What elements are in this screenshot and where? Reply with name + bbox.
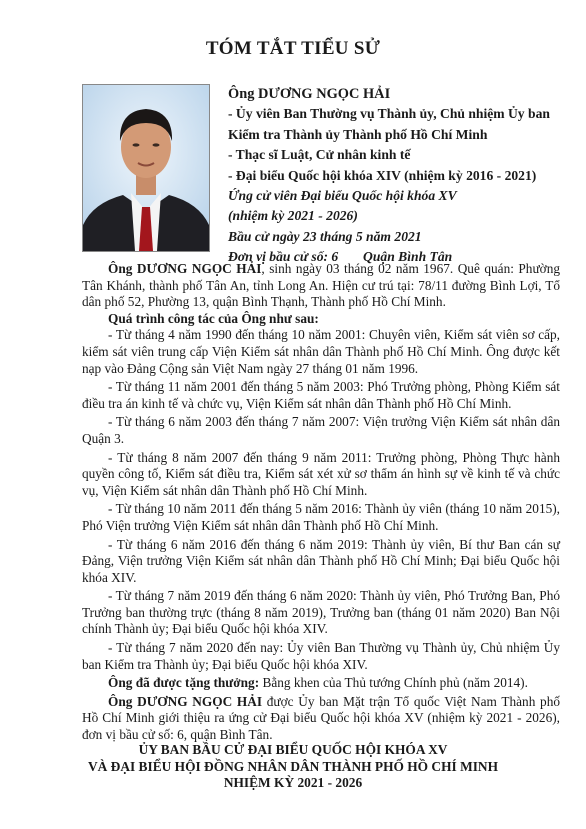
footer-line-3: NHIỆM KỲ 2021 - 2026 (223, 775, 363, 790)
candidate-name: Ông DƯƠNG NGỌC HẢI (228, 86, 391, 102)
career-item: - Từ tháng 4 năm 1990 đến tháng 10 năm 2001: Chuyên viên, Kiểm sát viên sơ cấp, kiểm sát viên trung cấp Viện Kiểm sát nhân dân Thành phố Hồ Chí Minh. Ông được kết nạp vào Đảng Cộng sản Việt Nam ngày 27 tháng 01 năm 1996. (82, 327, 560, 376)
career-item: - Từ tháng 10 năm 2011 đến tháng 5 năm 2016: Thành ủy viên (tháng 10 năm 2015), Phó Viện trưởng Viện Kiểm sát nhân dân Thành phố Hồ Chí Minh. (82, 501, 560, 533)
intro-name: Ông DƯƠNG NGỌC HẢI (108, 261, 262, 276)
awards-label: Ông đã được tặng thưởng: (108, 675, 260, 691)
document-title: TÓM TẮT TIỂU SỬ (205, 38, 381, 59)
career-item: - Từ tháng 7 năm 2019 đến tháng 6 năm 2020: Thành ủy viên, Phó Trưởng Ban, Phó Trưởng ban thường trực (tháng 8 năm 2019), Trưởng ban (tháng 01 năm 2020) Ban Nội chính Thành ủy; Đại biểu Quốc hội khóa XIV. (82, 588, 560, 637)
candidacy-line: Ứng cử viên Đại biểu Quốc hội khóa XV (228, 188, 457, 204)
intro-paragraph (82, 261, 560, 311)
career-item: - Từ tháng 8 năm 2007 đến tháng 9 năm 2011: Trưởng phòng, Phòng Thực hành quyền công tố, Kiểm sát điều tra, Kiểm sát xét xử sơ thẩm án hình sự về kinh tế và chức vụ, Viện Kiểm sát nhân dân Thành phố Hồ Chí Minh. (82, 449, 560, 498)
issuing-authority (0, 742, 586, 792)
biography-body (82, 261, 560, 744)
nomination-paragraph (82, 694, 560, 744)
position-line-2: Kiểm tra Thành ủy Thành phố Hồ Chí Minh (228, 126, 488, 142)
nomination-name: Ông DƯƠNG NGỌC HẢI (108, 693, 263, 709)
career-item: - Từ tháng 11 năm 2001 đến tháng 5 năm 2003: Phó Trưởng phòng, Phòng Kiểm sát điều tra án kinh tế và chức vụ, Viện Kiểm sát nhân dân Thành phố Hồ Chí Minh. (82, 379, 560, 411)
awards-paragraph (82, 675, 560, 692)
qualification-line: - Thạc sĩ Luật, Cử nhân kinh tế (228, 147, 411, 163)
unit-area: Quận Bình Tân (363, 249, 453, 265)
awards-text: Bằng khen của Thủ tướng Chính phủ (năm 2014). (259, 675, 528, 691)
unit-label: Đơn vị bầu cử số: 6 (228, 249, 339, 265)
intro-text: , sinh ngày 03 tháng 02 năm 1967. Quê quán: Phường Tân Khánh, thành phố Tân An, tỉnh Long An. Hiện cư trú tại: 78/11 đường Bình Lợi, Tổ dân phố 52, Phường 13, quận Bình Thạnh, Thành phố Hồ Chí Minh. (82, 261, 560, 310)
position-line-1: - Ủy viên Ban Thường vụ Thành ủy, Chủ nhiệm Ủy ban (228, 106, 550, 122)
term-line: (nhiệm kỳ 2021 - 2026) (228, 208, 358, 224)
candidate-header (228, 84, 558, 268)
career-item: - Từ tháng 7 năm 2020 đến nay: Ủy viên Ban Thường vụ Thành ủy, Chủ nhiệm Ủy ban Kiểm tra Thành ủy; Đại biểu Quốc hội khóa XIV. (82, 640, 560, 672)
nomination-text: được Ủy ban Mặt trận Tổ quốc Việt Nam Thành phố Hồ Chí Minh giới thiệu ra ứng cử Đại biểu Quốc hội khóa XV (nhiệm kỳ 2021 - 2026), đơn vị bầu cử số: 6, quận Bình Tân. (82, 693, 561, 743)
footer-line-2: VÀ ĐẠI BIỂU HỘI ĐỒNG NHÂN DÂN THÀNH PHỐ HỒ CHÍ MINH (87, 758, 499, 774)
career-item: - Từ tháng 6 năm 2016 đến tháng 6 năm 2019: Thành ủy viên, Bí thư Ban cán sự Đảng, Viện trưởng Viện Kiểm sát nhân dân Thành phố Hồ Chí Minh; Đại biểu Quốc hội khóa XIV. (82, 536, 560, 585)
portrait-photo (82, 84, 210, 252)
career-item: - Từ tháng 6 năm 2003 đến tháng 7 năm 2007: Viện trưởng Viện Kiểm sát nhân dân Quận 3. (82, 414, 560, 446)
deputy-line: - Đại biểu Quốc hội khóa XIV (nhiệm kỳ 2016 - 2021) (228, 167, 537, 183)
career-heading: Quá trình công tác của Ông như sau: (108, 310, 319, 326)
footer-line-1: ỦY BAN BẦU CỬ ĐẠI BIỂU QUỐC HỘI KHÓA XV (138, 742, 448, 757)
election-date: Bầu cử ngày 23 tháng 5 năm 2021 (228, 228, 422, 244)
